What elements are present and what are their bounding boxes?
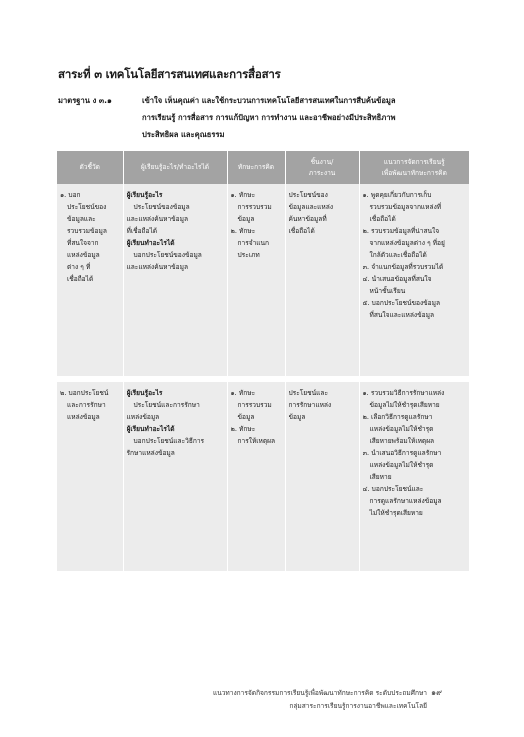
work-cell: ประโยชน์และ การรักษาแหล่ง ข้อมูล: [285, 379, 359, 571]
indicator-cell: ๑. บอก ประโยชน์ของ ข้อมูลและ รวบรวมข้อมูล ที่สนใจจาก แหล่งข้อมูล ต่าง ๆ ที่ เชื่อถือได้: [57, 184, 123, 379]
table-row: [57, 379, 469, 571]
header-activity: แนวการจัดการเรียนรู้ เพื่อพัฒนาทักษะการคิด: [359, 151, 469, 184]
table-header-row: [57, 151, 469, 184]
activity-cell: ๑. รวบรวมวิธีการรักษาแหล่ง ข้อมูลไม่ให้ชำรุดเสียหาย ๒. เลือกวิธีการดูแลรักษา แหล่งข้อมูลไม่ให้ชำรุด เสียหายพร้อมให้เหตุผล ๓. นำเสนอวิธีการดูแลรักษา แหล่งข้อมูลไม่ให้ชำรุด เสียหาย ๔. บอกประโยชน์และ การดูแลรักษาแหล่งข้อมูล ไม่ให้ชำรุดเสียหาย: [359, 379, 469, 571]
header-skills: ทักษะการคิด: [227, 151, 285, 184]
skills-cell: ๑. ทักษะ การรวบรวม ข้อมูล ๒. ทักษะ การจำแนก ประเภท: [227, 184, 285, 379]
table-row: [57, 184, 469, 379]
indicator-cell: ๒. บอกประโยชน์ และการรักษา แหล่งข้อมูล: [57, 379, 123, 571]
activity-cell: ๑. พูดคุยเกี่ยวกับการเก็บ รวบรวมข้อมูลจากแหล่งที่ เชื่อถือได้ ๒. รวบรวมข้อมูลที่น่าสนใจ จากแหล่งข้อมูลต่าง ๆ ที่อยู่ ใกล้ตัวและเชื่อถือได้ ๓. จำแนกข้อมูลที่รวบรวมได้ ๔. นำเสนอข้อมูลที่สนใจ หน้าชั้นเรียน ๕. บอกประโยชน์ของข้อมูล ที่สนใจและแหล่งข้อมูล: [359, 184, 469, 379]
strand-heading: สาระที่ ๓ เทคโนโลยีสารสนเทศและการสื่อสาร: [58, 67, 281, 81]
header-indicator: ตัวชี้วัด: [57, 151, 123, 184]
footer-book-title: แนวทางการจัดกิจกรรมการเรียนรู้เพื่อพัฒนาทักษะการคิด ระดับประถมศึกษา: [212, 689, 427, 697]
page-number: ๑๙: [431, 688, 442, 697]
know-do-cell: ผู้เรียนรู้อะไร ประโยชน์ของข้อมูล และแหล่งค้นหาข้อมูล ที่เชื่อถือได้ ผู้เรียนทำอะไรได้ บอกประโยชน์ของข้อมูล และแหล่งค้นหาข้อมูล: [123, 184, 227, 379]
standard-text-line: ประสิทธิผล และคุณธรรม: [142, 130, 225, 139]
header-know-do: ผู้เรียนรู้อะไร/ทำอะไรได้: [123, 151, 227, 184]
standard-text-line: เข้าใจ เห็นคุณค่า และใช้กระบวนการเทคโนโลยีสารสนเทศในการสืบค้นข้อมูล: [142, 96, 396, 105]
indicator-table: [57, 151, 469, 571]
header-work: ชิ้นงาน/ ภาระงาน: [285, 151, 359, 184]
skills-cell: ๑. ทักษะ การรวบรวม ข้อมูล ๒. ทักษะ การให้เหตุผล: [227, 379, 285, 571]
footer-subject-group: กลุ่มสาระการเรียนรู้การงานอาชีพและเทคโนโลยี: [289, 702, 427, 710]
know-do-cell: ผู้เรียนรู้อะไร ประโยชน์และการรักษา แหล่งข้อมูล ผู้เรียนทำอะไรได้ บอกประโยชน์และวิธีการ รักษาแหล่งข้อมูล: [123, 379, 227, 571]
standard-text-line: การเรียนรู้ การสื่อสาร การแก้ปัญหา การทำงาน และอาชีพอย่างมีประสิทธิภาพ: [142, 113, 396, 122]
standard-code: มาตรฐาน ง ๓.๑: [58, 96, 112, 105]
work-cell: ประโยชน์ของ ข้อมูลและแหล่ง ค้นหาข้อมูลที่ เชื่อถือได้: [285, 184, 359, 379]
